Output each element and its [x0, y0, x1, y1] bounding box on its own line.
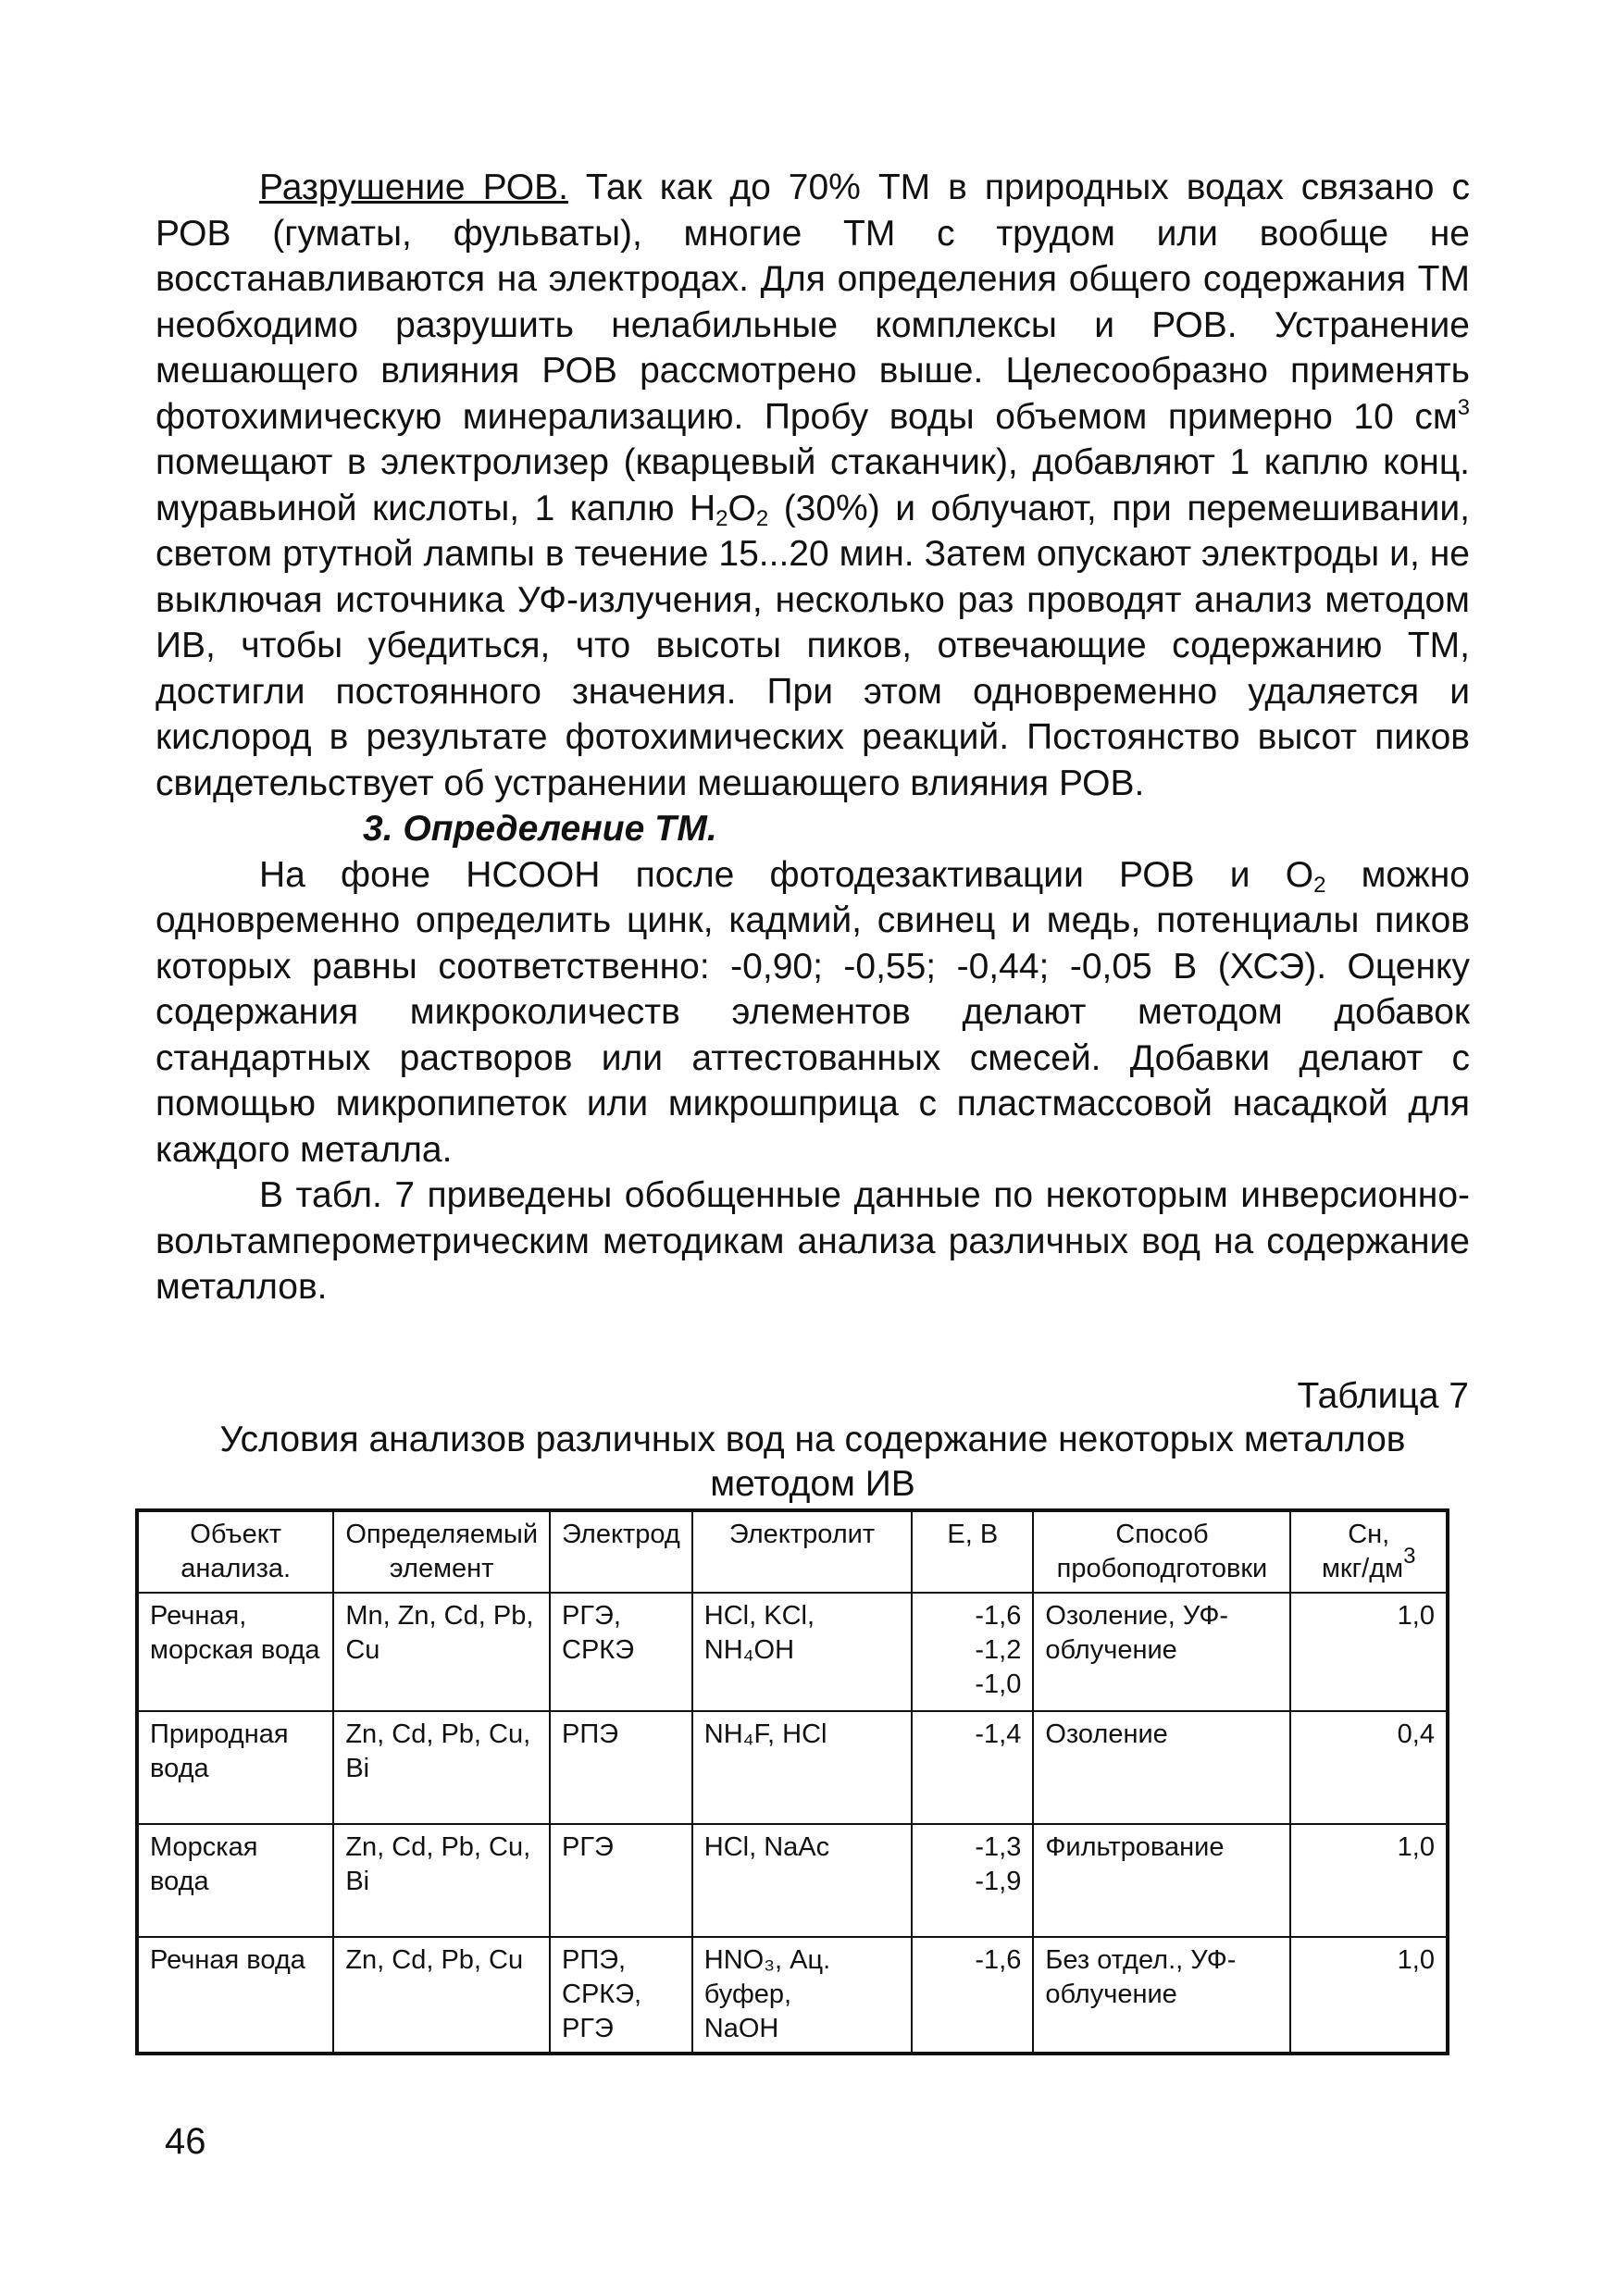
- electrolyte-line: HCl, KCl,: [703, 1601, 815, 1631]
- paragraph-text: O: [728, 488, 756, 528]
- header-element: Определяемый элемент: [333, 1510, 550, 1593]
- cell-sample-prep: Озоление: [1033, 1711, 1290, 1824]
- subscript: 2: [755, 505, 769, 531]
- paragraph-text: можно одновременно определить цинк, кадмий, свинец и медь, потенциалы пиков которых равны соответственно: -0,90; -0,55; -0,44; -0,05 В (ХСЭ). Оценку содержания микроколичеств элементов делают методом добавок стандартных растворов или аттестованных смесей. Добавки делают с помощью микропипеток или микрошприца с пластмассовой насадкой для каждого металла.: [155, 854, 1470, 1170]
- table-row: [137, 1593, 1448, 1711]
- cell-sample-prep: Без отдел., УФ- облучение: [1033, 1937, 1290, 2054]
- electrolyte-line: NH₄OH: [703, 1635, 795, 1665]
- cell-electrolyte: [692, 1593, 912, 1711]
- header-potential: E, В: [912, 1510, 1033, 1593]
- header-conc-symbol: Cн,: [1348, 1520, 1390, 1549]
- cell-concentration: 1,0: [1290, 1593, 1448, 1711]
- metals-analysis-table: [135, 1508, 1449, 2055]
- cell-concentration: 0,4: [1290, 1711, 1448, 1824]
- header-sample-prep: Способ пробоподготовки: [1033, 1510, 1290, 1593]
- header-object: Объект анализа.: [137, 1510, 333, 1593]
- cell-electrode: РПЭ: [550, 1711, 692, 1824]
- potential-value: -1,4: [975, 1719, 1022, 1749]
- electrolyte-line: HNO₃, Ац. буфер,: [703, 1945, 831, 2009]
- cell-sample-prep: Озоление, УФ- облучение: [1033, 1593, 1290, 1711]
- section-heading: 3. Определение ТМ.: [363, 809, 717, 849]
- table-row: [137, 1824, 1448, 1937]
- cell-potential: [912, 1937, 1033, 2054]
- cell-object: Речная вода: [137, 1937, 333, 2054]
- paragraph-determination: [155, 852, 1470, 1173]
- electrolyte-line: NH₄F, HCl: [703, 1719, 827, 1749]
- paragraph-text: На фоне HCOOH после фотодезактивации РОВ и O: [259, 854, 1314, 895]
- cell-element: Mn, Zn, Cd, Pb, Cu: [333, 1593, 550, 1711]
- paragraph-text: Так как до 70% ТМ в природных водах связано с РОВ (гуматы, фульваты), многие ТМ с трудом или вообще не восстанавливаются на электродах. Для определения общего содержания ТМ необходимо разрушить нелабильные комплексы и РОВ. Устранение мешающего влияния РОВ рассмотрено выше. Целесообразно применять фотохимическую минерализацию. Пробу воды объемом примерно 10 см: [155, 168, 1470, 437]
- electrolyte-line: HCl, NaAc: [703, 1832, 830, 1862]
- electrolyte-line: NaOH: [703, 2014, 779, 2043]
- cell-electrolyte: [692, 1824, 912, 1937]
- header-electrolyte: Электролит: [692, 1510, 912, 1593]
- superscript: 3: [1457, 394, 1470, 420]
- paragraph-text: помещают в электролизер (кварцевый стаканчик), добавляют 1 каплю конц. муравьиной кислоты, 1 каплю H: [155, 442, 1470, 528]
- potential-value: -1,6: [975, 1601, 1022, 1631]
- superscript: 3: [1403, 1544, 1416, 1569]
- paragraph-title: Разрушение РОВ.: [259, 168, 568, 207]
- cell-element: Zn, Cd, Pb, Cu: [333, 1937, 550, 2054]
- cell-element: Zn, Cd, Pb, Cu, Bi: [333, 1711, 550, 1824]
- cell-concentration: 1,0: [1290, 1937, 1448, 2054]
- header-concentration: [1290, 1510, 1448, 1593]
- potential-value: -1,3: [975, 1832, 1022, 1862]
- cell-object: Речная, морская вода: [137, 1593, 333, 1711]
- table-row: [137, 1711, 1448, 1824]
- potential-value: -1,9: [975, 1867, 1022, 1896]
- header-electrode: Электрод: [550, 1510, 692, 1593]
- cell-sample-prep: Фильтрование: [1033, 1824, 1290, 1937]
- table-row: [137, 1937, 1448, 2054]
- table-header-row: [137, 1510, 1448, 1593]
- cell-potential: [912, 1711, 1033, 1824]
- page-number: 46: [165, 2121, 206, 2162]
- cell-electrode: РПЭ, СРКЭ, РГЭ: [550, 1937, 692, 2054]
- cell-object: Природная вода: [137, 1711, 333, 1824]
- cell-electrode: РГЭ, СРКЭ: [550, 1593, 692, 1711]
- potential-value: -1,2: [975, 1635, 1022, 1665]
- header-conc-unit: мкг/дм: [1321, 1554, 1404, 1583]
- paragraph-table-reference: В табл. 7 приведены обобщенные данные по некоторым инверсионно-вольтамперометрическим методикам анализа различных вод на содержание металлов.: [155, 1175, 1470, 1307]
- cell-potential: [912, 1824, 1033, 1937]
- subscript: 2: [715, 505, 728, 531]
- cell-electrolyte: [692, 1711, 912, 1824]
- cell-concentration: 1,0: [1290, 1824, 1448, 1937]
- cell-potential: [912, 1593, 1033, 1711]
- cell-electrode: РГЭ: [550, 1824, 692, 1937]
- potential-value: -1,0: [975, 1669, 1022, 1699]
- table-label: Таблица 7: [1297, 1376, 1469, 1416]
- paragraph-text: (30%) и облучают, при перемешивании, светом ртутной лампы в течение 15...20 мин. Затем опускают электроды и, не выключая источника УФ-излучения, несколько раз проводят анализ методом ИВ, чтобы убедиться, что высоты пиков, отвечающие содержанию ТМ, достигли постоянного значения. При этом одновременно удаляется и кислород в результате фотохимических реакций. Постоянство высот пиков свидетельствует об устранении мешающего влияния РОВ.: [155, 488, 1470, 803]
- paragraph-rov-destruction: [155, 165, 1470, 806]
- cell-electrolyte: [692, 1937, 912, 2054]
- cell-object: Морская вода: [137, 1824, 333, 1937]
- subscript: 2: [1313, 872, 1326, 898]
- body-text: [155, 165, 1470, 1310]
- cell-element: Zn, Cd, Pb, Cu, Bi: [333, 1824, 550, 1937]
- potential-value: -1,6: [975, 1945, 1022, 1975]
- table-caption: Условия анализов различных вод на содержание некоторых металлов методом ИВ: [219, 1420, 1406, 1504]
